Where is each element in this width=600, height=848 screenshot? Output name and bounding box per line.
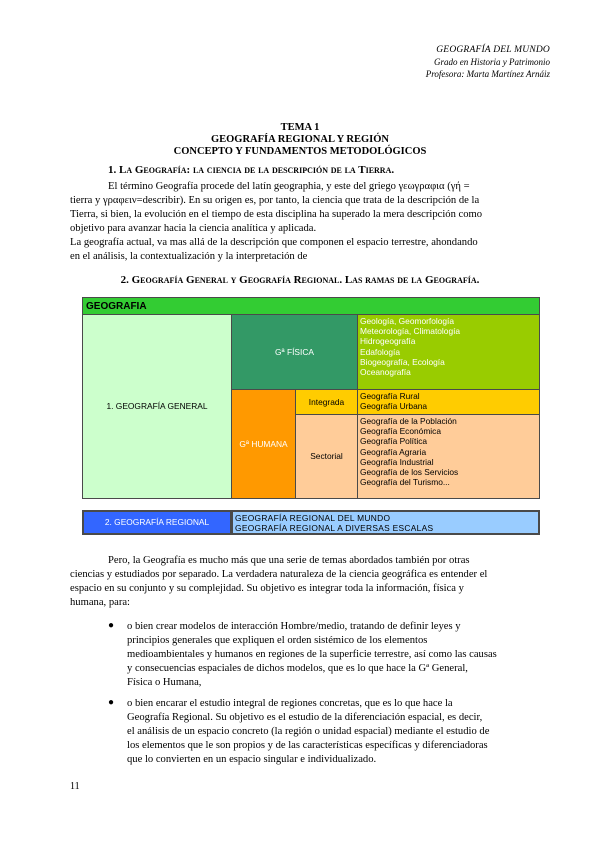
diagram-integrada-list: [357, 389, 540, 415]
section-1-paragraph-2: [70, 236, 538, 264]
diagram-general-box: [82, 314, 232, 499]
section-1-paragraph-1: [70, 180, 538, 236]
integrada-label: Integrada: [308, 396, 345, 407]
professor-name: Profesora: Marta Martínez Arnáiz: [425, 69, 550, 79]
fisica-item: Geología, Geomorfología: [360, 316, 455, 326]
chapter-title: [0, 122, 600, 158]
paragraph-line: La geografía actual, va mas allá de la descripción que componen el espacio terrestre, ahondando: [70, 237, 478, 248]
diagram-sectorial-list: [357, 414, 540, 499]
bullet-item-2: [127, 697, 539, 767]
diagram-integrada-box: [295, 389, 358, 415]
regional-label: 2. GEOGRAFÍA REGIONAL: [104, 517, 210, 528]
sectorial-label: Sectorial: [310, 451, 343, 462]
main-paragraph: [70, 554, 538, 610]
paragraph-line: Tierra, si bien, la evolución en el tiempo de esta disciplina ha superado la mera descripción como: [70, 209, 483, 220]
diagram-regional-box: [82, 510, 232, 535]
bullet-line: Geografía Regional. Su objetivo es el estudio de la diferenciación espacial, es decir,: [127, 712, 483, 723]
paragraph-line: espacio en su conjunto y su complejidad. Su objetivo es integrar toda la información, física y: [70, 583, 464, 594]
fisica-item: Hidrogeografía: [360, 336, 416, 347]
diagram-geografia-bar: GEOGRAFIA: [82, 297, 540, 315]
bullet-line: medioambientales y humanos en regiones de la superficie terrestre, así como las causas: [127, 649, 497, 660]
bullet-line: el análisis de un espacio concreto (la región o unidad espacial) mediante el estudio de: [127, 726, 490, 737]
paragraph-line: El término Geografía procede del latín geographia, y este del griego γεωγραφια (γή =: [108, 181, 470, 192]
degree-name: Grado en Historia y Patrimonio: [434, 57, 550, 67]
fisica-item: Oceanografía: [360, 367, 411, 378]
page-number: 11: [70, 781, 80, 792]
integrada-item: Geografía Urbana: [360, 401, 428, 412]
paragraph-line: ciencias y estudiados por separado. La verdadera naturaleza de la ciencia geográfica es entender el: [70, 569, 488, 580]
diagram-humana-box: [231, 389, 296, 499]
document-header: [426, 44, 550, 80]
course-title: GEOGRAFÍA DEL MUNDO: [436, 45, 550, 55]
fisica-item: Meteorología, Climatología: [360, 326, 461, 337]
bullet-line: principios generales que expliquen el orden sistémico de los elementos: [127, 635, 428, 646]
sectorial-item: Geografía del Turismo...: [360, 477, 450, 488]
diagram-fisica-box: [231, 314, 358, 390]
bullet-line: o bien encarar el estudio integral de regiones concretas, que es lo que hace la: [127, 698, 453, 709]
diagram-fisica-list: [357, 314, 540, 390]
bullet-dot: ●: [108, 697, 115, 708]
paragraph-line: Pero, la Geografía es mucho más que una serie de temas abordados también por otras: [108, 555, 470, 566]
sectorial-item: Geografía Agraria: [360, 446, 427, 457]
fisica-item: Biogeografía, Ecología: [360, 356, 445, 367]
paragraph-line: en el análisis, la contextualización y la interpretación de: [70, 251, 308, 262]
sectorial-item: Geografía de los Servicios: [360, 467, 459, 478]
paragraph-line: humana, para:: [70, 597, 131, 608]
sectorial-item: Geografía de la Población: [360, 416, 457, 426]
fisica-label: Gª FÍSICA: [275, 346, 314, 357]
diagram-regional-list: [231, 510, 540, 535]
chapter-name: GEOGRAFÍA REGIONAL Y REGIÓN: [210, 134, 390, 145]
bullet-line: Física o Humana,: [127, 677, 202, 688]
integrada-item: Geografía Rural: [360, 391, 420, 401]
paragraph-line: tierra y γραφειν=describir). En su origen es, por tanto, la ciencia que trata de la descripción de la: [70, 195, 480, 206]
regional-item: GEOGRAFÍA REGIONAL DEL MUNDO: [235, 513, 391, 523]
section-1-heading: 1. La Geografía: la ciencia de la descripción de la Tierra.: [108, 164, 395, 176]
bullet-dot: ●: [108, 620, 115, 631]
chapter-subtitle: CONCEPTO Y FUNDAMENTOS METODOLÓGICOS: [173, 146, 427, 157]
bullet-line: y consecuencias espaciales de dichos modelos, que es lo que hace la Gª General,: [127, 663, 468, 674]
fisica-item: Edafología: [360, 346, 401, 357]
bullet-line: que lo convierten en un espacio singular e individualizado.: [127, 754, 377, 765]
general-label: 1. GEOGRAFÍA GENERAL: [106, 401, 208, 412]
bullet-line: los elementos que le son propios y de las características específicas y diferenciadoras: [127, 740, 488, 751]
sectorial-item: Geografía Industrial: [360, 456, 434, 467]
bullet-item-1: [127, 620, 539, 690]
bullet-line: o bien crear modelos de interacción Hombre/medio, tratando de definir leyes y: [127, 621, 461, 632]
sectorial-item: Geografía Económica: [360, 426, 442, 437]
sectorial-item: Geografía Política: [360, 436, 428, 447]
regional-item: GEOGRAFÍA REGIONAL A DIVERSAS ESCALAS: [235, 523, 434, 534]
humana-label: Gª HUMANA: [239, 438, 288, 449]
paragraph-line: objetivo para avanzar hacia la ciencia analítica y aplicada.: [70, 223, 317, 234]
section-2-heading: 2. Geografía General y Geografía Regional. Las ramas de la Geografía.: [120, 274, 480, 286]
diagram-sectorial-box: [295, 414, 358, 499]
chapter-number: TEMA 1: [280, 122, 320, 133]
